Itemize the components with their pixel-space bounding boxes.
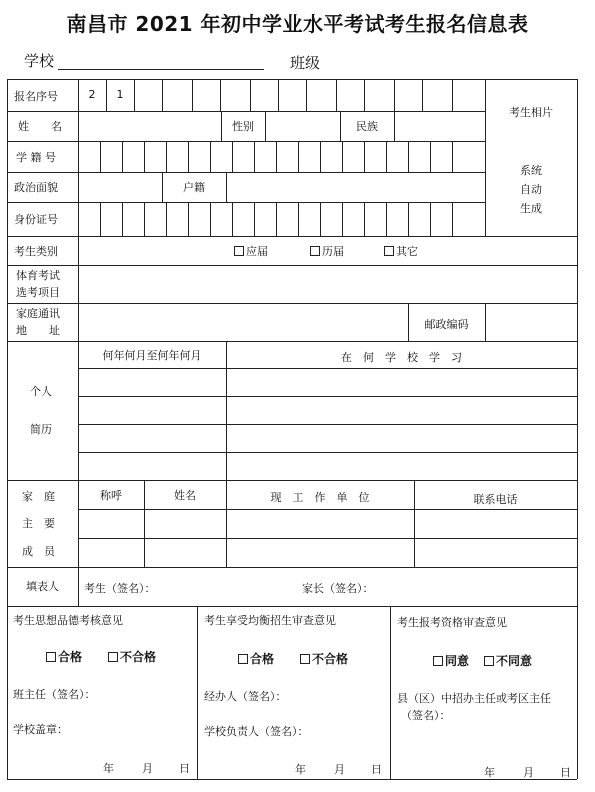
date-year: 年 — [295, 763, 306, 776]
school-label: 学校 — [24, 52, 55, 70]
opinion-eligibility-sign1: 县（区）中招办主任或考区主任 — [397, 692, 551, 705]
opinion-balance-sign1: 经办人（签名）： — [204, 690, 287, 703]
date-month: 月 — [334, 763, 345, 776]
family-label-1: 家 庭 — [22, 490, 55, 503]
family-label-2: 主 要 — [22, 517, 55, 530]
option-label: 不合格 — [120, 650, 157, 664]
class-label: 班级 — [290, 54, 321, 72]
id-card-label: 身份证号 — [14, 213, 58, 226]
date-month: 月 — [142, 762, 153, 775]
name-label: 姓 名 — [18, 120, 62, 133]
category-option-other[interactable] — [384, 243, 418, 259]
reg-no-digit-2[interactable]: 1 — [116, 88, 124, 101]
opinion-eligibility-agree[interactable] — [433, 652, 469, 669]
family-col-work: 现 工 作 单 位 — [270, 491, 370, 504]
opinion-balance-title: 考生享受均衡招生审查意见 — [204, 614, 336, 627]
gender-label: 性别 — [232, 120, 254, 133]
opinion-moral-pass[interactable] — [46, 648, 82, 665]
opinion-eligibility-disagree[interactable] — [484, 652, 532, 669]
opinion-moral-fail[interactable] — [108, 648, 156, 665]
category-option-label: 应届 — [246, 245, 268, 258]
checkbox-icon — [384, 246, 394, 256]
date-day: 日 — [560, 766, 571, 779]
checkbox-icon — [238, 654, 248, 664]
category-option-previous[interactable] — [310, 243, 344, 259]
option-label: 合格 — [58, 650, 83, 664]
reg-no-digit-1[interactable]: 2 — [88, 88, 96, 101]
photo-note-2: 自动 — [520, 183, 542, 196]
option-label: 不同意 — [496, 654, 533, 668]
pe-label-1: 体育考试 — [16, 269, 60, 282]
resume-col-school: 在 何 学 校 学 习 — [341, 351, 462, 364]
opinion-balance-fail[interactable] — [300, 650, 348, 667]
date-year: 年 — [103, 762, 114, 775]
family-col-name: 姓名 — [174, 489, 196, 502]
resume-label-1: 个人 — [30, 385, 52, 398]
postcode-label: 邮政编码 — [424, 318, 469, 331]
date-day: 日 — [371, 763, 382, 776]
family-col-phone: 联系电话 — [473, 493, 518, 506]
date-year: 年 — [484, 766, 495, 779]
school-field[interactable] — [58, 69, 264, 70]
checkbox-icon — [484, 656, 494, 666]
family-label-3: 成 员 — [22, 545, 55, 558]
date-month: 月 — [523, 766, 534, 779]
option-label: 合格 — [250, 652, 275, 666]
category-option-label: 历届 — [322, 245, 344, 258]
category-label: 考生类别 — [14, 245, 58, 258]
opinion-moral-title: 考生思想品德考核意见 — [13, 614, 123, 627]
checkbox-icon — [234, 246, 244, 256]
date-day: 日 — [179, 762, 190, 775]
photo-label: 考生相片 — [509, 106, 553, 119]
resume-col-period: 何年何月至何年何月 — [102, 349, 202, 362]
checkbox-icon — [433, 656, 443, 666]
option-label: 不合格 — [312, 652, 349, 666]
parent-sign-label: 家长（签名）： — [302, 582, 374, 595]
category-option-label: 其它 — [396, 245, 418, 258]
photo-note-3: 生成 — [520, 202, 542, 215]
opinion-balance-pass[interactable] — [238, 650, 274, 667]
address-label-2: 地 址 — [16, 324, 60, 337]
opinion-balance-sign2: 学校负责人（签名）： — [204, 725, 309, 738]
checkbox-icon — [46, 652, 56, 662]
student-sign-label: 考生（签名）： — [84, 582, 156, 595]
category-option-current[interactable] — [234, 243, 268, 259]
family-col-relation: 称呼 — [100, 489, 122, 502]
opinion-eligibility-sign2: （签名）： — [401, 709, 451, 722]
opinion-moral-sign1: 班主任（签名）： — [13, 688, 96, 701]
student-id-label: 学 籍 号 — [16, 151, 56, 164]
hukou-label: 户籍 — [183, 181, 205, 194]
address-label-1: 家庭通讯 — [16, 307, 60, 320]
opinion-eligibility-title: 考生报考资格审查意见 — [397, 616, 507, 629]
opinion-moral-sign2: 学校盖章： — [13, 723, 68, 736]
checkbox-icon — [310, 246, 320, 256]
checkbox-icon — [108, 652, 118, 662]
reg-no-label: 报名序号 — [14, 90, 58, 103]
option-label: 同意 — [445, 654, 470, 668]
filler-label: 填表人 — [26, 580, 59, 593]
resume-label-2: 简历 — [30, 423, 52, 436]
pe-label-2: 选考项目 — [16, 286, 60, 299]
ethnicity-label: 民族 — [356, 120, 378, 133]
checkbox-icon — [300, 654, 310, 664]
photo-note-1: 系统 — [520, 164, 542, 177]
page-title: 南昌市 2021 年初中学业水平考试考生报名信息表 — [66, 12, 529, 36]
politics-label: 政治面貌 — [14, 181, 58, 194]
